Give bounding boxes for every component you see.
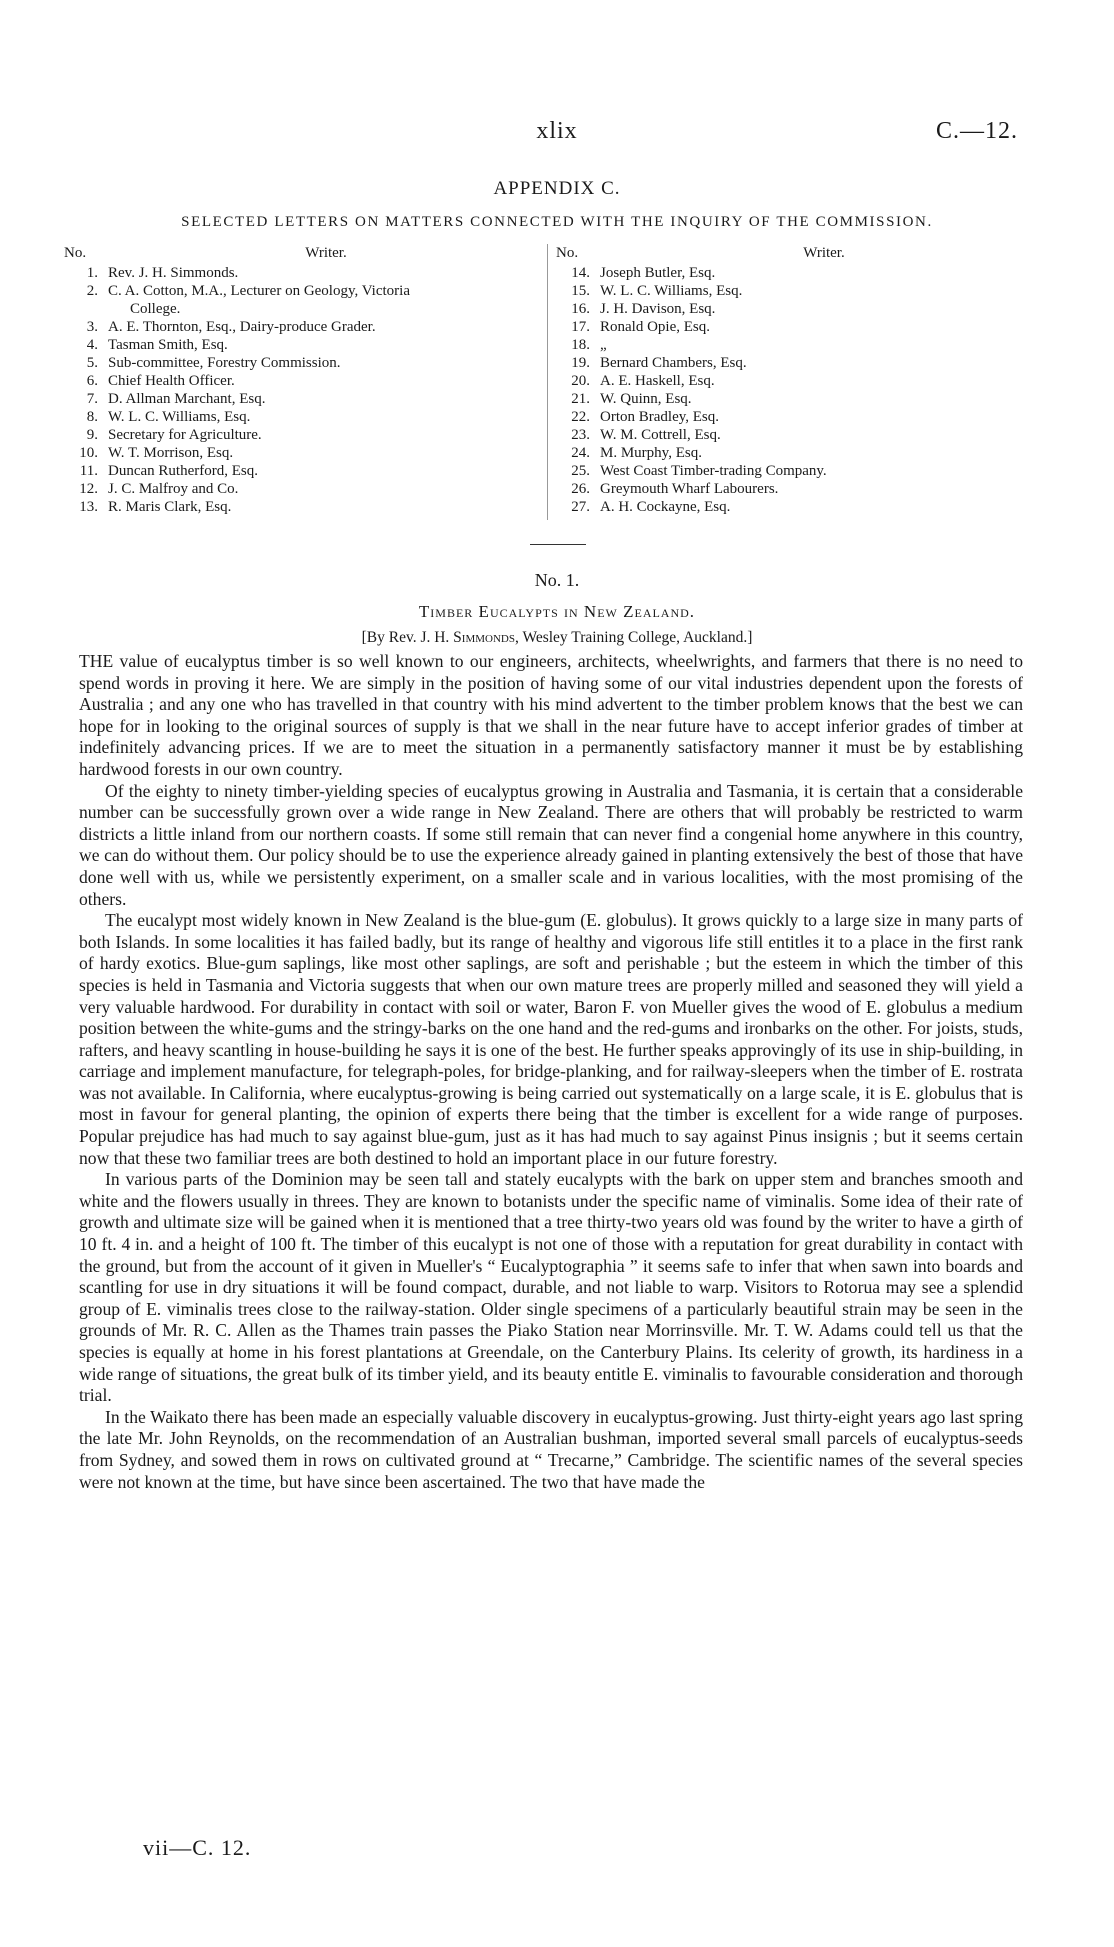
writer-number: 24. xyxy=(571,445,590,461)
writer-number: 22. xyxy=(571,409,590,425)
writers-column-left xyxy=(64,244,544,516)
writer-row xyxy=(556,318,1048,336)
writer-number: 4. xyxy=(86,337,98,353)
writer-number: 12. xyxy=(79,481,98,497)
writer-name: W. L. C. Williams, Esq. xyxy=(600,283,743,299)
writer-name: W. Quinn, Esq. xyxy=(600,391,692,407)
writer-name: A. E. Haskell, Esq. xyxy=(600,373,715,389)
writer-number: 10. xyxy=(79,445,98,461)
appendix-subtitle: SELECTED LETTERS ON MATTERS CONNECTED WITH THE INQUIRY OF THE COMMISSION. xyxy=(181,214,933,230)
writer-name: J. H. Davison, Esq. xyxy=(600,301,716,317)
writer-row xyxy=(64,354,544,372)
writer-row xyxy=(556,336,1048,354)
byline-suffix: , Wesley Training College, Auckland.] xyxy=(514,629,753,646)
writer-header: Writer. xyxy=(305,245,347,261)
writer-number: 19. xyxy=(571,355,590,371)
writer-name-cell xyxy=(108,390,544,408)
writer-row xyxy=(64,336,544,354)
writer-name: A. H. Cockayne, Esq. xyxy=(600,499,731,515)
writer-name: A. E. Thornton, Esq., Dairy-produce Grader. xyxy=(108,319,376,335)
writer-name: J. C. Malfroy and Co. xyxy=(108,481,239,497)
writer-name: W. L. C. Williams, Esq. xyxy=(108,409,251,425)
writer-header: Writer. xyxy=(803,245,845,261)
writer-name: R. Maris Clark, Esq. xyxy=(108,499,232,515)
writer-number: 21. xyxy=(571,391,590,407)
writer-number: 7. xyxy=(86,391,98,407)
writer-name: D. Allman Marchant, Esq. xyxy=(108,391,266,407)
writer-row xyxy=(556,498,1048,516)
writer-name-cell xyxy=(600,480,1048,498)
writer-number: 23. xyxy=(571,427,590,443)
writer-row xyxy=(556,264,1048,282)
writer-row xyxy=(556,444,1048,462)
writer-name: Bernard Chambers, Esq. xyxy=(600,355,747,371)
letter-byline xyxy=(0,629,1114,647)
writer-name-cell xyxy=(600,354,1048,372)
writer-row xyxy=(64,408,544,426)
writers-header xyxy=(556,244,1048,264)
writer-name-cell xyxy=(600,498,1048,516)
document-reference: C.—12. xyxy=(935,118,1018,144)
writer-name: Secretary for Agriculture. xyxy=(108,427,262,443)
writer-row xyxy=(64,444,544,462)
letter-title: Timber Eucalypts in New Zealand. xyxy=(418,602,696,621)
writer-row xyxy=(556,354,1048,372)
paragraph: The eucalypt most widely known in New Zealand is the blue-gum (E. globulus). It grows quickly to a large size in many parts of both Islands. In some localities it has failed badly, but its range of healthy and vigorous life still entitles it to a place in the first rank of hardy exotics. Blue-gum saplings, like most other saplings, are soft and perishable ; but the esteem in which the timber of this species is held in Tasmania and Victoria suggests that when our own mature trees are properly milled and seasoned they will yield a very valuable hardwood. For durability in contact with soil or water, Baron F. von Mueller gives the wood of E. globulus a medium position between the white-gums and the stringy-barks on the one hand and the red-gums and ironbarks on the other. For joists, studs, rafters, and heavy scantling in house-building he says it is one of the best. He further speaks approvingly of its use in ship-building, in carriage and implement manufacture, for telegraph-poles, for bridge-planking, and for railway-sleepers when the timber of E. rostrata was not available. In California, where eucalyptus-growing is being carried out systematically on a large scale, it is E. globulus that is most in favour for general planting, the opinion of experts there being that the timber is excellent for a wide range of purposes. Popular prejudice has had much to say against blue-gum, just as it has had much to say against Pinus insignis ; but it seems certain now that these two familiar trees are both destined to hold an important place in our future forestry. xyxy=(79,910,1024,1168)
writer-number: 9. xyxy=(86,427,98,443)
writer-number: 26. xyxy=(571,481,590,497)
writer-row xyxy=(556,480,1048,498)
writer-name-cell xyxy=(600,426,1048,444)
writer-row xyxy=(64,462,544,480)
writer-name-cell xyxy=(600,318,1048,336)
writer-row xyxy=(64,480,544,498)
writer-name: C. A. Cotton, M.A., Lecturer on Geology, Victoria xyxy=(108,283,410,299)
writer-name-cell xyxy=(600,300,1048,318)
writer-number: 8. xyxy=(86,409,98,425)
writer-name: Joseph Butler, Esq. xyxy=(600,265,716,281)
writer-number: 14. xyxy=(571,265,590,281)
writer-number: 18. xyxy=(571,337,590,353)
writer-name: Rev. J. H. Simmonds. xyxy=(108,265,239,281)
writer-name-cell xyxy=(600,462,1048,480)
writer-name-cell xyxy=(600,336,1048,354)
writer-row xyxy=(556,408,1048,426)
writer-number: 15. xyxy=(571,283,590,299)
writer-row xyxy=(64,498,544,516)
writer-name-cell xyxy=(108,408,544,426)
writer-name-cell xyxy=(108,282,544,318)
writer-number: 6. xyxy=(86,373,98,389)
paragraph: In various parts of the Dominion may be seen tall and stately eucalypts with the bark on upper stem and branches smooth and white and the flowers usually in threes. They are known to botanists under the specific name of viminalis. Some idea of their rate of growth and ultimate size will be gained when it is mentioned that a tree thirty-two years old was found by the writer to have a girth of 10 ft. 4 in. and a height of 100 ft. The timber of this eucalypt is not one of those with a reputation for great durability in contact with the ground, but from the account of it given in Mueller's “ Eucalyptographia ” it seems safe to infer that when sawn into boards and scantling for use in dry situations it will be found compact, durable, and not liable to warp. Visitors to Rotorua may see a splendid group of E. viminalis trees close to the railway-station. Older single specimens of a particularly beautiful strain may be seen in the grounds of Mr. R. C. Allen as the Thames train passes the Piako Station near Morrinsville. Mr. T. W. Adams could tell us that the species is equally at home in his forest plantations at Greendale, on the Canterbury Plains. Its celerity of growth, its hardiness in a wide range of situations, the great bulk of its timber yield, and its beauty entitle E. viminalis to favourable consideration and thorough trial. xyxy=(79,1169,1023,1406)
writer-row xyxy=(556,426,1048,444)
writer-row xyxy=(556,462,1048,480)
writer-name-cell xyxy=(108,264,544,282)
writer-name-cell xyxy=(108,336,544,354)
letter-number: No. 1. xyxy=(534,570,580,590)
writer-row xyxy=(556,282,1048,300)
writer-name: W. T. Morrison, Esq. xyxy=(108,445,234,461)
writer-name: Ronald Opie, Esq. xyxy=(600,319,710,335)
writer-name-continuation: College. xyxy=(130,301,181,317)
paragraph: THE value of eucalyptus timber is so well known to our engineers, architects, wheelwrights, and farmers that there is no need to spend words in proving it here. We are simply in the position of having some of our vital industries dependent upon the forests of Australia ; and any one who has travelled in that country with his mind advertent to the timber problem knows that the best we can hope for in looking to the original sources of supply is that we shall in the near future have to accept inferior grades of timber at indefinitely advancing prices. If we are to meet the situation in a permanently satisfactory manner it must be by establishing hardwood forests in our own country. xyxy=(79,651,1023,779)
writer-row xyxy=(64,282,544,318)
writer-row xyxy=(64,264,544,282)
no-header: No. xyxy=(556,245,579,261)
writer-name-cell xyxy=(108,480,544,498)
writer-name-cell xyxy=(600,408,1048,426)
writer-name: Orton Bradley, Esq. xyxy=(600,409,720,425)
writer-name-cell xyxy=(108,354,544,372)
writer-name-cell xyxy=(108,444,544,462)
writer-row xyxy=(64,426,544,444)
writer-name: „ xyxy=(600,337,607,353)
writer-name-cell xyxy=(600,282,1048,300)
no-header: No. xyxy=(64,245,87,261)
writer-name: M. Murphy, Esq. xyxy=(600,445,702,461)
writer-number: 1. xyxy=(86,265,98,281)
writer-number: 13. xyxy=(79,499,98,515)
appendix-title: APPENDIX C. xyxy=(493,178,621,199)
writer-name: Greymouth Wharf Labourers. xyxy=(600,481,779,497)
writer-number: 5. xyxy=(86,355,98,371)
byline-prefix: [By Rev. J. H. xyxy=(361,629,454,646)
writer-row xyxy=(556,372,1048,390)
writer-number: 25. xyxy=(571,463,590,479)
writer-name: W. M. Cottrell, Esq. xyxy=(600,427,721,443)
writer-name: West Coast Timber-trading Company. xyxy=(600,463,827,479)
writer-name-cell xyxy=(108,372,544,390)
writer-name-cell xyxy=(108,462,544,480)
writer-name: Chief Health Officer. xyxy=(108,373,235,389)
writer-row xyxy=(64,372,544,390)
writer-name-cell xyxy=(108,498,544,516)
writer-number: 11. xyxy=(79,463,98,479)
writers-column-right xyxy=(547,244,1048,520)
writer-row xyxy=(64,318,544,336)
section-divider xyxy=(530,544,586,545)
writer-name-cell xyxy=(108,318,544,336)
writer-name-cell xyxy=(108,426,544,444)
paragraph: In the Waikato there has been made an especially valuable discovery in eucalyptus-growing. Just thirty-eight years ago last spring the late Mr. John Reynolds, on the recommendation of an Australian bushman, imported several small parcels of eucalyptus-seeds from Sydney, and sowed them in rows on cultivated ground at “ Trecarne,” Cambridge. The scientific names of the several species were not known at the time, but have since been ascertained. The two that have made the xyxy=(79,1406,1023,1492)
writer-number: 20. xyxy=(571,373,590,389)
writer-row xyxy=(556,390,1048,408)
writer-number: 16. xyxy=(571,301,590,317)
signature-mark: vii—C. 12. xyxy=(143,1835,252,1860)
byline-author: Simmonds xyxy=(453,629,515,646)
writer-number: 3. xyxy=(86,319,98,335)
writer-row xyxy=(556,300,1048,318)
writer-name: Tasman Smith, Esq. xyxy=(108,337,228,353)
paragraph: Of the eighty to ninety timber-yielding species of eucalyptus growing in Australia and Tasmania, it is certain that a considerable number can be successfully grown over a wide range in New Zealand. There are others that will probably be restricted to warm districts a little inland from our northern coasts. If some still remain that can never find a congenial home anywhere in this country, we can do without them. Our policy should be to use the experience already gained in planting extensively the best of those that have done well with us, while we persistently experiment, on a smaller scale and in various localities, with the most promising of the others. xyxy=(79,780,1023,909)
writer-name-cell xyxy=(600,444,1048,462)
writer-name-cell xyxy=(600,372,1048,390)
writer-name-cell xyxy=(600,390,1048,408)
writer-row xyxy=(64,390,544,408)
writer-name: Sub-committee, Forestry Commission. xyxy=(108,355,341,371)
writer-number: 2. xyxy=(86,283,98,299)
page-number: xlix xyxy=(536,118,578,144)
writers-header xyxy=(64,244,544,264)
writer-name: Duncan Rutherford, Esq. xyxy=(108,463,258,479)
writer-number: 17. xyxy=(571,319,590,335)
letter-body xyxy=(79,651,1023,1493)
writer-number: 27. xyxy=(571,499,590,515)
writer-name-cell xyxy=(600,264,1048,282)
